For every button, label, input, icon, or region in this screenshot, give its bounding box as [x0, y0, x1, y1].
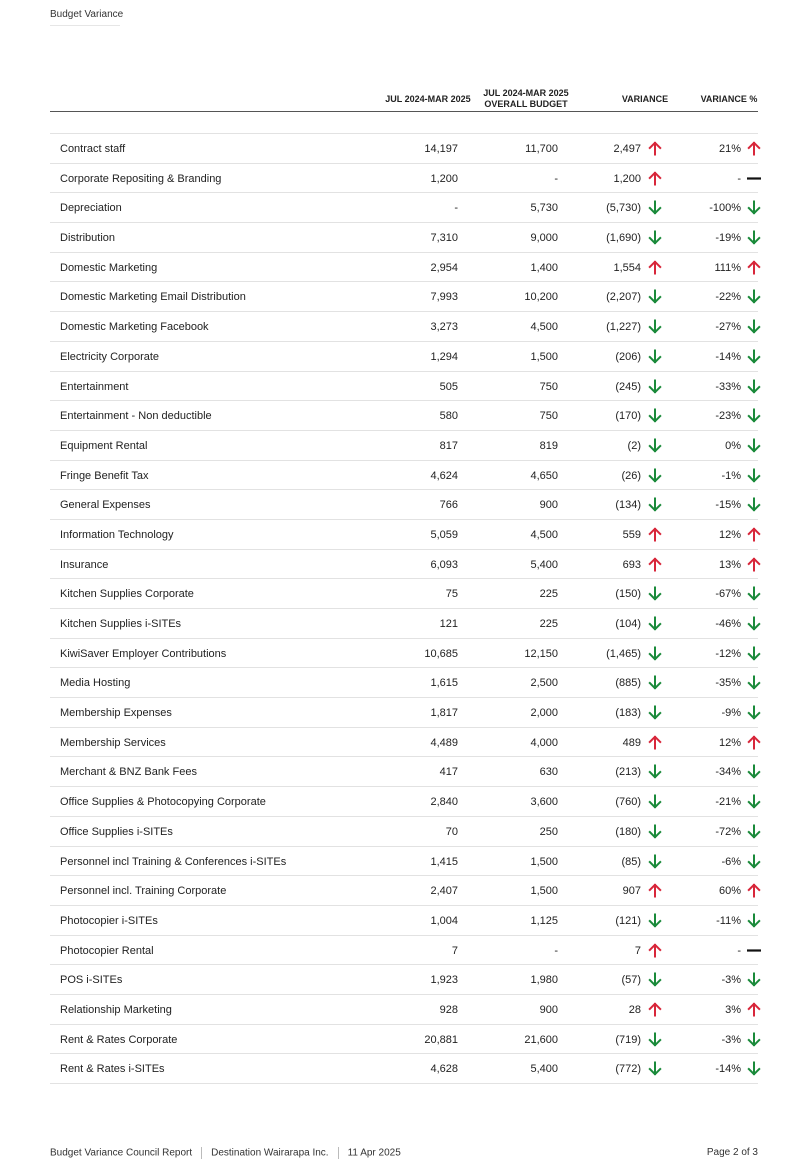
actual-value: 4,624	[430, 469, 458, 482]
actual-value: 4,628	[430, 1063, 458, 1076]
row-label: KiwiSaver Employer Contributions	[60, 647, 227, 660]
variance-value: 7	[634, 944, 641, 957]
budget-value: 2,500	[530, 677, 558, 690]
arrow-down-icon	[747, 1061, 761, 1076]
arrow-down-icon	[648, 468, 662, 483]
footer-divider	[338, 1147, 339, 1159]
variance-pct-value: -3%	[721, 974, 741, 987]
table-row	[50, 431, 758, 461]
variance-pct-value: 21%	[718, 143, 741, 155]
variance-value: (760)	[615, 796, 641, 809]
arrow-down-icon	[747, 705, 761, 720]
table-row	[50, 668, 758, 698]
budget-value: 9,000	[530, 232, 558, 245]
row-label: Membership Expenses	[60, 707, 172, 720]
actual-value: 20,881	[424, 1033, 458, 1046]
header-variance-pct: VARIANCE %	[700, 94, 758, 104]
arrow-down-icon	[648, 616, 662, 631]
page-title: Budget Variance	[50, 9, 120, 26]
variance-value: (245)	[615, 380, 641, 393]
variance-pct-value: -14%	[715, 1063, 741, 1076]
variance-pct-value: -	[737, 944, 741, 957]
variance-value: 693	[622, 558, 641, 571]
arrow-up-icon	[747, 1002, 761, 1017]
arrow-up-icon	[648, 141, 662, 156]
actual-value: 1,004	[430, 914, 458, 927]
arrow-down-icon	[648, 972, 662, 987]
arrow-up-icon	[648, 943, 662, 958]
table-header	[50, 84, 758, 112]
arrow-down-icon	[747, 200, 761, 215]
table-row	[50, 253, 758, 283]
row-label: General Expenses	[60, 499, 151, 512]
header-budget-line1: JUL 2024-MAR 2025	[483, 88, 569, 98]
actual-value: 5,059	[430, 528, 458, 541]
arrow-down-icon	[648, 289, 662, 304]
row-label: Membership Services	[60, 736, 166, 749]
table-row	[50, 698, 758, 728]
actual-value: 1,415	[430, 855, 458, 868]
arrow-down-icon	[648, 913, 662, 928]
table-row	[50, 787, 758, 817]
variance-value: 907	[622, 885, 641, 898]
actual-value: 75	[445, 588, 458, 601]
variance-value: (213)	[615, 766, 641, 779]
row-label: Photocopier Rental	[60, 944, 154, 957]
row-label: Rent & Rates Corporate	[60, 1033, 178, 1046]
arrow-up-icon	[648, 260, 662, 275]
arrow-down-icon	[747, 646, 761, 661]
row-label: POS i-SITEs	[60, 974, 123, 987]
variance-pct-value: -3%	[721, 1033, 741, 1046]
variance-pct-value: -12%	[715, 647, 741, 660]
variance-pct-value: -1%	[721, 469, 741, 482]
actual-value: 2,954	[430, 261, 458, 274]
arrow-down-icon	[747, 408, 761, 423]
variance-value: (206)	[615, 350, 641, 363]
row-label: Distribution	[60, 232, 116, 245]
variance-pct-value: -14%	[715, 350, 741, 363]
actual-value: 2,407	[430, 885, 458, 898]
header-budget-line2: OVERALL BUDGET	[484, 99, 568, 109]
arrow-down-icon	[648, 438, 662, 453]
arrow-down-icon	[648, 705, 662, 720]
variance-pct-value: 60%	[718, 885, 741, 898]
table-row	[50, 817, 758, 847]
budget-value: 4,500	[530, 321, 558, 334]
actual-value: 7,993	[430, 291, 458, 304]
actual-value: 1,294	[430, 350, 458, 363]
footer-page-number: Page 2 of 3	[706, 1147, 758, 1158]
arrow-down-icon	[648, 646, 662, 661]
header-actual: JUL 2024-MAR 2025	[385, 94, 471, 104]
arrow-down-icon	[747, 616, 761, 631]
budget-value: 11,700	[525, 143, 558, 155]
budget-value: 2,000	[530, 707, 558, 720]
variance-pct-value: -21%	[715, 796, 741, 809]
table-row	[50, 193, 758, 223]
dash-icon	[747, 943, 761, 958]
arrow-up-icon	[648, 171, 662, 186]
row-label: Rent & Rates i-SITEs	[60, 1063, 165, 1076]
budget-value: 225	[539, 618, 558, 630]
budget-value: 21,600	[524, 1033, 558, 1046]
actual-value: 3,273	[430, 321, 458, 334]
budget-value: 1,980	[530, 974, 558, 987]
budget-value: -	[554, 172, 558, 185]
table-row	[50, 728, 758, 758]
variance-value: 28	[628, 1003, 641, 1016]
table-row	[50, 312, 758, 342]
variance-value: (719)	[615, 1033, 641, 1046]
dash-icon	[747, 171, 761, 186]
budget-value: 1,500	[530, 885, 558, 898]
arrow-up-icon	[747, 735, 761, 750]
arrow-down-icon	[747, 349, 761, 364]
budget-value: 4,500	[530, 528, 558, 541]
table-row	[50, 1025, 758, 1055]
budget-value: 5,400	[530, 558, 558, 571]
variance-pct-value: -6%	[721, 855, 741, 868]
table-row	[50, 639, 758, 669]
actual-value: 7,310	[430, 232, 458, 245]
actual-value: 1,817	[430, 707, 458, 720]
actual-value: 417	[439, 766, 458, 779]
variance-pct-value: -27%	[715, 321, 741, 334]
footer-divider	[201, 1147, 202, 1159]
actual-value: 1,200	[430, 172, 458, 185]
arrow-down-icon	[747, 913, 761, 928]
arrow-down-icon	[747, 854, 761, 869]
variance-value: (121)	[615, 914, 641, 927]
arrow-down-icon	[648, 764, 662, 779]
variance-value: (1,465)	[606, 647, 641, 660]
variance-pct-value: -72%	[715, 825, 741, 838]
variance-value: (85)	[621, 855, 641, 868]
variance-value: (104)	[615, 618, 641, 630]
actual-value: 6,093	[430, 558, 458, 571]
table-row	[50, 520, 758, 550]
budget-value: 5,400	[530, 1063, 558, 1076]
actual-value: 817	[439, 439, 458, 452]
variance-pct-value: -46%	[715, 618, 741, 630]
arrow-down-icon	[648, 200, 662, 215]
variance-value: (150)	[615, 588, 641, 601]
table-row	[50, 372, 758, 402]
row-label: Office Supplies i-SITEs	[60, 825, 173, 838]
arrow-down-icon	[747, 319, 761, 334]
arrow-down-icon	[747, 824, 761, 839]
variance-value: 2,497	[613, 143, 641, 155]
arrow-up-icon	[747, 141, 761, 156]
actual-value: 2,840	[430, 796, 458, 809]
variance-value: (5,730)	[606, 202, 641, 215]
table-row	[50, 490, 758, 520]
arrow-down-icon	[648, 794, 662, 809]
row-label: Depreciation	[60, 202, 122, 215]
arrow-up-icon	[648, 557, 662, 572]
row-label: Kitchen Supplies Corporate	[60, 588, 194, 601]
variance-value: 489	[622, 736, 641, 749]
variance-pct-value: -35%	[715, 677, 741, 690]
variance-value: (26)	[621, 469, 641, 482]
variance-value: (885)	[615, 677, 641, 690]
header-budget	[476, 88, 576, 110]
table-row	[50, 401, 758, 431]
footer-date: 11 Apr 2025	[347, 1147, 401, 1159]
variance-value: (1,227)	[606, 321, 641, 334]
table-row	[50, 342, 758, 372]
variance-value: (1,690)	[606, 232, 641, 245]
actual-value: 505	[439, 380, 458, 393]
variance-pct-value: -15%	[715, 499, 741, 512]
arrow-down-icon	[747, 1032, 761, 1047]
budget-value: 1,400	[530, 261, 558, 274]
variance-pct-value: -19%	[715, 232, 741, 245]
actual-value: -	[454, 202, 458, 215]
budget-value: 4,650	[530, 469, 558, 482]
variance-pct-value: -23%	[715, 410, 741, 423]
budget-value: 819	[539, 439, 558, 452]
arrow-down-icon	[648, 379, 662, 394]
row-label: Domestic Marketing Facebook	[60, 321, 209, 334]
arrow-down-icon	[747, 586, 761, 601]
variance-pct-value: 0%	[725, 439, 741, 452]
budget-value: 1,500	[530, 855, 558, 868]
budget-value: 12,150	[524, 647, 558, 660]
variance-pct-value: -22%	[715, 291, 741, 304]
variance-pct-value: 12%	[718, 736, 741, 749]
row-label: Personnel incl. Training Corporate	[60, 885, 227, 898]
footer-report-name: Budget Variance Council Report	[50, 1147, 193, 1159]
variance-table	[50, 84, 758, 1084]
table-row	[50, 847, 758, 877]
budget-value: 900	[539, 1003, 558, 1016]
budget-value: 900	[539, 499, 558, 512]
table-row	[50, 461, 758, 491]
actual-value: 10,685	[424, 647, 458, 660]
actual-value: 1,615	[430, 677, 458, 690]
arrow-down-icon	[648, 824, 662, 839]
variance-value: (2)	[627, 439, 641, 452]
table-row	[50, 995, 758, 1025]
actual-value: 14,197	[424, 143, 458, 155]
row-label: Corporate Repositing & Branding	[60, 172, 222, 185]
actual-value: 70	[445, 825, 458, 838]
actual-value: 7	[451, 944, 458, 957]
arrow-up-icon	[747, 557, 761, 572]
budget-value: 750	[539, 410, 558, 423]
variance-pct-value: -11%	[716, 914, 741, 927]
variance-pct-value: 13%	[718, 558, 741, 571]
arrow-down-icon	[648, 319, 662, 334]
arrow-down-icon	[648, 349, 662, 364]
budget-value: 4,000	[530, 736, 558, 749]
arrow-down-icon	[648, 854, 662, 869]
arrow-down-icon	[747, 794, 761, 809]
arrow-down-icon	[747, 230, 761, 245]
table-row	[50, 965, 758, 995]
variance-pct-value: -9%	[721, 707, 741, 720]
arrow-down-icon	[648, 408, 662, 423]
budget-value: 250	[539, 825, 558, 838]
arrow-down-icon	[648, 230, 662, 245]
variance-pct-value: 3%	[725, 1003, 741, 1016]
row-label: Media Hosting	[60, 677, 131, 690]
arrow-down-icon	[747, 972, 761, 987]
table-row	[50, 936, 758, 966]
row-label: Electricity Corporate	[60, 350, 160, 363]
budget-value: 750	[539, 380, 558, 393]
row-label: Kitchen Supplies i-SITEs	[60, 618, 182, 630]
table-body	[50, 134, 758, 1084]
budget-value: 630	[539, 766, 558, 779]
arrow-down-icon	[747, 379, 761, 394]
row-label: Information Technology	[60, 528, 174, 541]
budget-value: -	[554, 944, 558, 957]
variance-value: (183)	[615, 707, 641, 720]
arrow-down-icon	[648, 1061, 662, 1076]
actual-value: 580	[439, 410, 458, 423]
row-label: Entertainment - Non deductible	[60, 410, 212, 423]
table-row	[50, 579, 758, 609]
header-spacer	[50, 112, 758, 134]
variance-pct-value: 111%	[714, 261, 741, 274]
variance-value: (134)	[615, 499, 641, 512]
table-row	[50, 282, 758, 312]
variance-pct-value: -34%	[715, 766, 741, 779]
arrow-down-icon	[648, 1032, 662, 1047]
variance-pct-value: -33%	[715, 380, 741, 393]
row-label: Entertainment	[60, 380, 129, 393]
variance-value: 559	[622, 528, 641, 541]
row-label: Fringe Benefit Tax	[60, 469, 149, 482]
variance-value: (772)	[615, 1063, 641, 1076]
row-label: Photocopier i-SITEs	[60, 914, 158, 927]
arrow-up-icon	[747, 260, 761, 275]
arrow-up-icon	[648, 1002, 662, 1017]
row-label: Personnel incl Training & Conferences i-SITEs	[60, 855, 287, 868]
budget-value: 3,600	[530, 796, 558, 809]
arrow-up-icon	[648, 527, 662, 542]
variance-value: 1,554	[613, 261, 641, 274]
actual-value: 766	[439, 499, 458, 512]
table-row	[50, 876, 758, 906]
arrow-up-icon	[648, 883, 662, 898]
row-label: Insurance	[60, 558, 109, 571]
arrow-down-icon	[648, 675, 662, 690]
table-row	[50, 164, 758, 194]
footer-organisation: Destination Wairarapa Inc.	[211, 1147, 329, 1159]
variance-pct-value: -67%	[715, 588, 741, 601]
budget-value: 1,500	[530, 350, 558, 363]
variance-value: (2,207)	[606, 291, 641, 304]
actual-value: 4,489	[430, 736, 458, 749]
variance-value: (57)	[621, 974, 641, 987]
actual-value: 928	[439, 1003, 458, 1016]
arrow-up-icon	[747, 883, 761, 898]
actual-value: 1,923	[430, 974, 458, 987]
table-row	[50, 1054, 758, 1084]
arrow-down-icon	[648, 497, 662, 512]
variance-value: (170)	[615, 410, 641, 423]
arrow-down-icon	[648, 586, 662, 601]
row-label: Domestic Marketing	[60, 261, 158, 274]
budget-value: 225	[539, 588, 558, 601]
variance-value: (180)	[615, 825, 641, 838]
arrow-up-icon	[648, 735, 662, 750]
arrow-down-icon	[747, 675, 761, 690]
page-footer	[50, 1147, 758, 1160]
variance-pct-value: 12%	[718, 528, 741, 541]
arrow-up-icon	[747, 527, 761, 542]
variance-pct-value: -100%	[709, 202, 741, 215]
row-label: Merchant & BNZ Bank Fees	[60, 766, 197, 779]
variance-pct-value: -	[737, 172, 741, 185]
row-label: Equipment Rental	[60, 439, 148, 452]
table-row	[50, 609, 758, 639]
table-row	[50, 223, 758, 253]
budget-value: 10,200	[524, 291, 558, 304]
arrow-down-icon	[747, 438, 761, 453]
header-variance: VARIANCE	[621, 94, 669, 104]
row-label: Domestic Marketing Email Distribution	[60, 291, 246, 304]
table-row	[50, 757, 758, 787]
budget-value: 5,730	[530, 202, 558, 215]
arrow-down-icon	[747, 764, 761, 779]
variance-value: 1,200	[613, 172, 641, 185]
table-row	[50, 906, 758, 936]
table-row	[50, 550, 758, 580]
arrow-down-icon	[747, 289, 761, 304]
row-label: Contract staff	[60, 143, 126, 155]
row-label: Office Supplies & Photocopying Corporate	[60, 796, 266, 809]
budget-value: 1,125	[530, 914, 558, 927]
arrow-down-icon	[747, 497, 761, 512]
actual-value: 121	[439, 618, 458, 630]
row-label: Relationship Marketing	[60, 1003, 172, 1016]
arrow-down-icon	[747, 468, 761, 483]
table-row	[50, 134, 758, 164]
